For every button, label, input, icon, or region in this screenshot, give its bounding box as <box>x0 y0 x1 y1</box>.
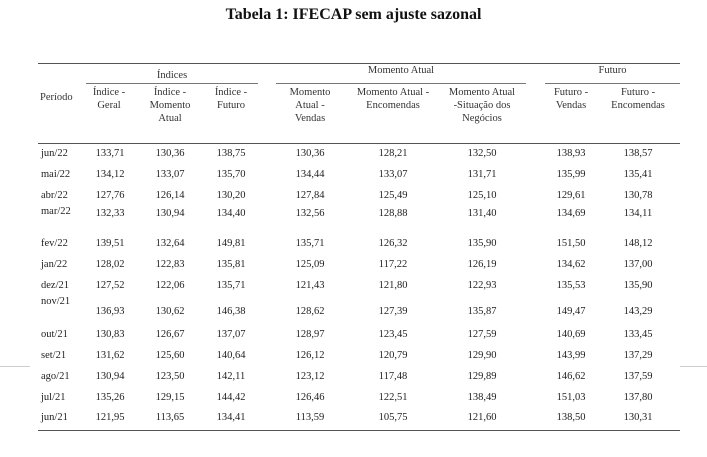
period-cell: mai/22 <box>41 169 71 180</box>
period-cell: jul/21 <box>41 392 66 403</box>
futuro-encomendas-cell: 148,12 <box>623 238 653 249</box>
momento-atual-situacao-cell: 121,60 <box>467 412 497 423</box>
column-header-indice-momento-atual: Índice - Momento Atual <box>149 87 191 124</box>
indice-momento-atual-cell: 126,14 <box>155 190 185 201</box>
momento-atual-vendas-cell: 134,44 <box>295 169 325 180</box>
period-cell: fev/22 <box>41 238 68 249</box>
momento-atual-encomendas-cell: 128,21 <box>378 148 408 159</box>
group-header-momento-atual: Momento Atual <box>367 65 435 76</box>
indice-futuro-cell: 135,71 <box>216 280 246 291</box>
momento-atual-vendas-cell: 127,84 <box>295 190 325 201</box>
momento-atual-encomendas-cell: 117,22 <box>378 259 408 270</box>
table-title: Tabela 1: IFECAP sem ajuste sazonal <box>225 6 482 23</box>
momento-atual-situacao-cell: 129,89 <box>467 371 497 382</box>
period-cell: ago/21 <box>41 371 70 382</box>
momento-atual-encomendas-cell: 126,32 <box>378 238 408 249</box>
momento-atual-encomendas-cell: 105,75 <box>378 412 408 423</box>
momento-atual-encomendas-cell: 125,49 <box>378 190 408 201</box>
momento-atual-situacao-cell: 131,40 <box>467 208 497 219</box>
indice-momento-atual-cell: 123,50 <box>155 371 185 382</box>
momento-atual-encomendas-cell: 122,51 <box>378 392 408 403</box>
momento-atual-situacao-cell: 138,49 <box>467 392 497 403</box>
indice-futuro-cell: 146,38 <box>216 306 246 317</box>
momento-atual-vendas-cell: 126,46 <box>295 392 325 403</box>
futuro-vendas-cell: 138,93 <box>556 148 586 159</box>
period-cell: jun/22 <box>41 148 68 159</box>
momento-atual-vendas-cell: 128,97 <box>295 329 325 340</box>
indice-geral-cell: 127,76 <box>95 190 125 201</box>
indice-momento-atual-cell: 132,64 <box>155 238 185 249</box>
table-row <box>0 169 707 185</box>
momento-atual-situacao-cell: 135,87 <box>467 306 497 317</box>
futuro-encomendas-cell: 138,57 <box>623 148 653 159</box>
momento-atual-vendas-cell: 135,71 <box>295 238 325 249</box>
indice-momento-atual-cell: 125,60 <box>155 350 185 361</box>
futuro-encomendas-cell: 134,11 <box>623 208 653 219</box>
momento-atual-encomendas-cell: 128,88 <box>378 208 408 219</box>
momento-atual-encomendas-cell: 121,80 <box>378 280 408 291</box>
momento-atual-vendas-cell: 121,43 <box>295 280 325 291</box>
momento-atual-vendas-cell: 128,62 <box>295 306 325 317</box>
momento-atual-vendas-cell: 132,56 <box>295 208 325 219</box>
momento-atual-encomendas-cell: 123,45 <box>378 329 408 340</box>
indice-momento-atual-cell: 130,62 <box>155 306 185 317</box>
left-edge-line <box>0 366 30 367</box>
indice-geral-cell: 128,02 <box>95 259 125 270</box>
indice-geral-cell: 130,83 <box>95 329 125 340</box>
indice-futuro-cell: 144,42 <box>216 392 246 403</box>
momento-atual-encomendas-cell: 133,07 <box>378 169 408 180</box>
futuro-vendas-cell: 146,62 <box>556 371 586 382</box>
futuro-vendas-cell: 134,62 <box>556 259 586 270</box>
column-header-indice-futuro: Índice - Futuro <box>214 87 248 111</box>
column-header-periodo: Período <box>40 92 73 103</box>
table-bottom-rule <box>38 430 680 431</box>
futuro-encomendas-cell: 130,78 <box>623 190 653 201</box>
indice-futuro-cell: 142,11 <box>216 371 246 382</box>
column-header-futuro-vendas: Futuro - Vendas <box>553 87 589 111</box>
period-cell: out/21 <box>41 329 68 340</box>
indice-momento-atual-cell: 133,07 <box>155 169 185 180</box>
futuro-vendas-cell: 138,50 <box>556 412 586 423</box>
column-header-momento-atual-encomendas: Momento Atual - Encomendas <box>356 87 430 111</box>
indice-futuro-cell: 137,07 <box>216 329 246 340</box>
table-row <box>0 148 707 164</box>
group-header-futuro: Futuro <box>598 65 627 76</box>
indice-momento-atual-cell: 122,83 <box>155 259 185 270</box>
indice-geral-cell: 130,94 <box>95 371 125 382</box>
futuro-encomendas-cell: 130,31 <box>623 412 653 423</box>
momento-atual-situacao-cell: 122,93 <box>467 280 497 291</box>
indice-futuro-cell: 140,64 <box>216 350 246 361</box>
momento-atual-encomendas-cell: 127,39 <box>378 306 408 317</box>
group-rule-momento-atual <box>276 83 526 84</box>
momento-atual-encomendas-cell: 117,48 <box>378 371 408 382</box>
table-row <box>0 329 707 345</box>
column-header-momento-atual-situacao: Momento Atual -Situação dos Negócios <box>448 87 516 124</box>
futuro-vendas-cell: 134,69 <box>556 208 586 219</box>
table-top-rule <box>38 63 680 64</box>
indice-geral-cell: 121,95 <box>95 412 125 423</box>
momento-atual-situacao-cell: 132,50 <box>467 148 497 159</box>
table-row <box>0 238 707 254</box>
momento-atual-vendas-cell: 130,36 <box>295 148 325 159</box>
table-row <box>0 280 707 296</box>
indice-momento-atual-cell: 130,36 <box>155 148 185 159</box>
indice-geral-cell: 132,33 <box>95 208 125 219</box>
momento-atual-vendas-cell: 113,59 <box>295 412 325 423</box>
indice-momento-atual-cell: 113,65 <box>155 412 185 423</box>
table-row <box>0 259 707 275</box>
indice-futuro-cell: 134,40 <box>216 208 246 219</box>
futuro-encomendas-cell: 133,45 <box>623 329 653 340</box>
period-cell: nov/21 <box>41 296 71 307</box>
indice-momento-atual-cell: 129,15 <box>155 392 185 403</box>
group-rule-futuro <box>545 83 680 84</box>
futuro-encomendas-cell: 137,59 <box>623 371 653 382</box>
indice-geral-cell: 139,51 <box>95 238 125 249</box>
column-header-indice-geral: Índice - Geral <box>92 87 126 111</box>
futuro-vendas-cell: 143,99 <box>556 350 586 361</box>
futuro-vendas-cell: 140,69 <box>556 329 586 340</box>
indice-futuro-cell: 135,70 <box>216 169 246 180</box>
futuro-vendas-cell: 149,47 <box>556 306 586 317</box>
futuro-encomendas-cell: 135,90 <box>623 280 653 291</box>
indice-geral-cell: 131,62 <box>95 350 125 361</box>
indice-geral-cell: 135,26 <box>95 392 125 403</box>
futuro-encomendas-cell: 143,29 <box>623 306 653 317</box>
table-row <box>0 208 707 224</box>
indice-geral-cell: 134,12 <box>95 169 125 180</box>
period-cell: jun/21 <box>41 412 68 423</box>
momento-atual-situacao-cell: 126,19 <box>467 259 497 270</box>
momento-atual-vendas-cell: 126,12 <box>295 350 325 361</box>
indice-futuro-cell: 138,75 <box>216 148 246 159</box>
period-cell: abr/22 <box>41 190 68 201</box>
group-header-indices: Índices <box>156 70 188 81</box>
momento-atual-vendas-cell: 125,09 <box>295 259 325 270</box>
momento-atual-vendas-cell: 123,12 <box>295 371 325 382</box>
column-header-momento-atual-vendas: Momento Atual - Vendas <box>289 87 331 124</box>
futuro-encomendas-cell: 137,00 <box>623 259 653 270</box>
period-cell: set/21 <box>41 350 67 361</box>
indice-futuro-cell: 130,20 <box>216 190 246 201</box>
table-row <box>0 190 707 206</box>
right-edge-line <box>680 366 707 367</box>
futuro-vendas-cell: 135,53 <box>556 280 586 291</box>
futuro-vendas-cell: 151,03 <box>556 392 586 403</box>
momento-atual-situacao-cell: 135,90 <box>467 238 497 249</box>
momento-atual-situacao-cell: 131,71 <box>467 169 497 180</box>
column-header-futuro-encomendas: Futuro - Encomendas <box>611 87 665 111</box>
futuro-encomendas-cell: 137,29 <box>623 350 653 361</box>
indice-futuro-cell: 149,81 <box>216 238 246 249</box>
indice-geral-cell: 136,93 <box>95 306 125 317</box>
momento-atual-situacao-cell: 129,90 <box>467 350 497 361</box>
futuro-vendas-cell: 129,61 <box>556 190 586 201</box>
table-row <box>0 412 707 428</box>
futuro-vendas-cell: 135,99 <box>556 169 586 180</box>
table-row <box>0 392 707 408</box>
group-rule-indices <box>86 83 258 84</box>
futuro-encomendas-cell: 135,41 <box>623 169 653 180</box>
futuro-encomendas-cell: 137,80 <box>623 392 653 403</box>
indice-momento-atual-cell: 122,06 <box>155 280 185 291</box>
indice-momento-atual-cell: 126,67 <box>155 329 185 340</box>
header-bottom-rule <box>38 143 680 144</box>
table-row <box>0 296 707 317</box>
indice-geral-cell: 127,52 <box>95 280 125 291</box>
indice-momento-atual-cell: 130,94 <box>155 208 185 219</box>
table-row <box>0 350 707 366</box>
momento-atual-situacao-cell: 125,10 <box>467 190 497 201</box>
futuro-vendas-cell: 151,50 <box>556 238 586 249</box>
momento-atual-situacao-cell: 127,59 <box>467 329 497 340</box>
indice-geral-cell: 133,71 <box>95 148 125 159</box>
period-cell: mar/22 <box>41 206 71 217</box>
indice-futuro-cell: 135,81 <box>216 259 246 270</box>
momento-atual-encomendas-cell: 120,79 <box>378 350 408 361</box>
table-row <box>0 371 707 387</box>
period-cell: dez/21 <box>41 280 69 291</box>
period-cell: jan/22 <box>41 259 68 270</box>
indice-futuro-cell: 134,41 <box>216 412 246 423</box>
